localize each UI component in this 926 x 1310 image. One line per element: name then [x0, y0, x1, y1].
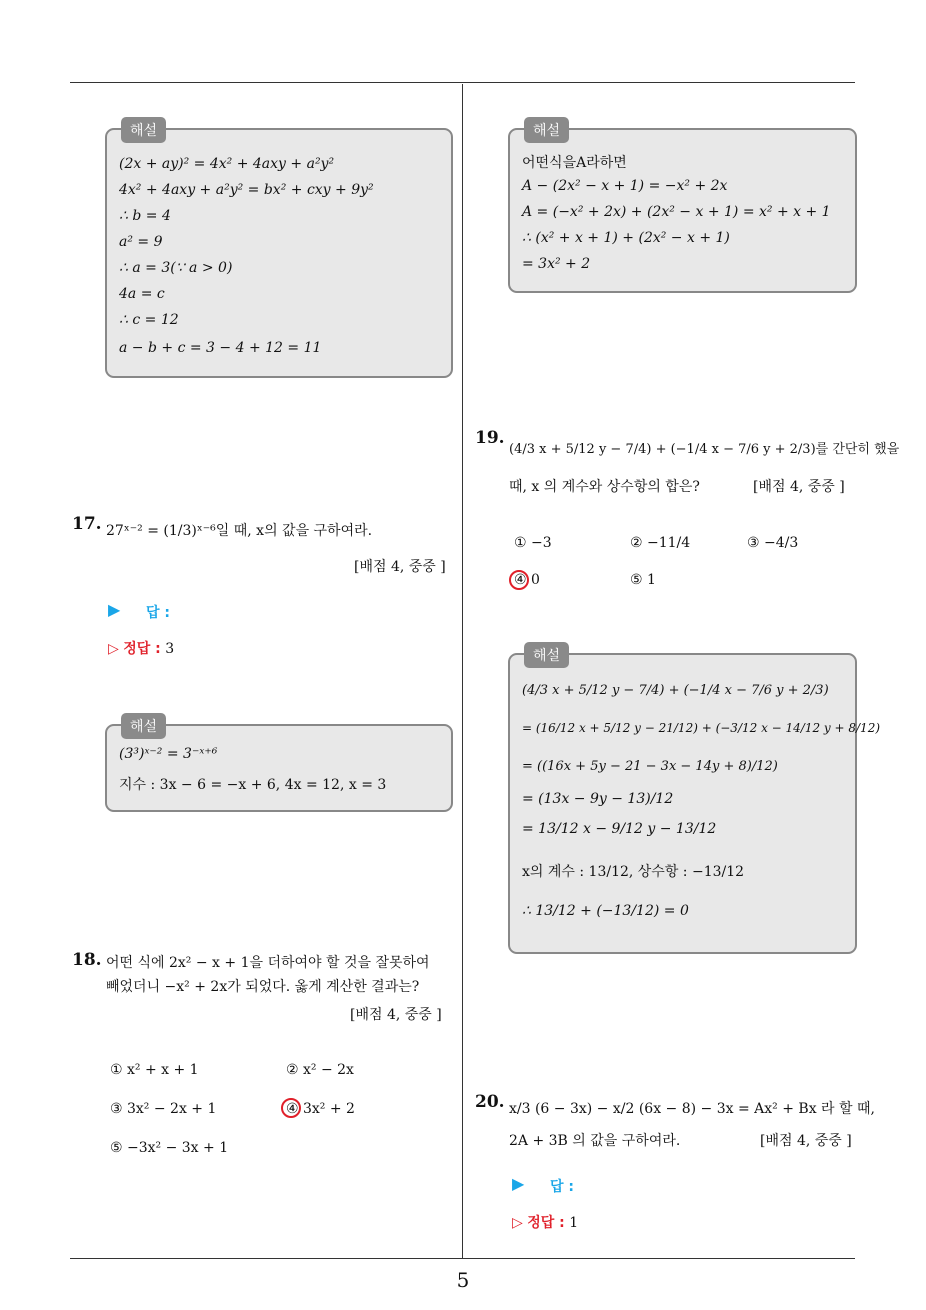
question-20-line1: x/3 (6 − 3x) − x/2 (6x − 8) − 3x = Ax² + Bx 라 할 때,	[509, 1101, 875, 1117]
solution-line: A − (2x² − x + 1) = −x² + 2x	[522, 178, 728, 194]
footer-rule	[70, 1258, 855, 1259]
solution-line: ∴ 13/12 + (−13/12) = 0	[522, 903, 689, 919]
header-rule	[70, 82, 855, 83]
solution-line: (2x + ay)² = 4x² + 4axy + a²y²	[119, 156, 335, 172]
correct-arrow-icon: ▷	[108, 641, 119, 657]
answer-arrow-icon: ▶	[512, 1174, 525, 1193]
question-19-number: 19.	[475, 428, 505, 448]
solution-tag: 해설	[524, 642, 569, 668]
option-1[interactable]: ① −3	[514, 535, 552, 551]
question-18-number: 18.	[72, 950, 102, 970]
option-3[interactable]: ③ −4/3	[747, 535, 799, 551]
solution-line: ∴ c = 12	[119, 312, 179, 328]
correct-value: 1	[569, 1215, 579, 1231]
option-5[interactable]: ⑤ −3x² − 3x + 1	[110, 1140, 229, 1156]
solution-line: a² = 9	[119, 234, 163, 250]
page-number: 5	[456, 1268, 470, 1292]
question-19-line1: (4/3 x + 5/12 y − 7/4) + (−1/4 x − 7/6 y + 2/3)를 간단히 했을	[509, 442, 900, 457]
question-20-line2: 2A + 3B 의 값을 구하여라.	[509, 1133, 681, 1149]
correct-answer-17	[108, 638, 174, 658]
option-2[interactable]: ② −11/4	[630, 535, 691, 551]
correct-answer-20	[512, 1212, 578, 1232]
solution-18-box	[508, 123, 857, 293]
solution-line: ∴ a = 3(∵ a > 0)	[119, 260, 233, 276]
correct-label: 정답 :	[527, 1215, 565, 1231]
answer-arrow-icon: ▶	[108, 600, 121, 619]
solution-line: ∴ b = 4	[119, 208, 171, 224]
solution-tag: 해설	[524, 117, 569, 143]
option-1[interactable]: ① x² + x + 1	[110, 1062, 199, 1078]
solution-line: = ((16x + 5y − 21 − 3x − 14y + 8)/12)	[522, 759, 778, 774]
question-20-meta: [배점 4, 중중 ]	[760, 1133, 852, 1149]
selected-answer-circle-icon	[281, 1098, 301, 1118]
solution-line: (4/3 x + 5/12 y − 7/4) + (−1/4 x − 7/6 y + 2/3)	[522, 683, 829, 698]
option-4[interactable]: ④ 3x² + 2	[286, 1101, 355, 1117]
option-3[interactable]: ③ 3x² − 2x + 1	[110, 1101, 217, 1117]
answer-label: 답 :	[146, 605, 170, 621]
solution-line: = 13/12 x − 9/12 y − 13/12	[522, 821, 717, 837]
solution-line: 어떤식을A라하면	[522, 155, 627, 171]
question-19-line2: 때, x 의 계수와 상수항의 합은?	[509, 479, 700, 495]
correct-label: 정답 :	[123, 641, 161, 657]
question-17-text: 27ˣ⁻² = (1/3)ˣ⁻⁶일 때, x의 값을 구하여라.	[106, 523, 373, 539]
solution-17-box	[105, 719, 453, 812]
question-19-meta: [배점 4, 중중 ]	[753, 479, 845, 495]
solution-tag: 해설	[121, 117, 166, 143]
answer-label: 답 :	[550, 1179, 574, 1195]
correct-value: 3	[165, 641, 175, 657]
solution-line: (3³)ˣ⁻² = 3⁻ˣ⁺⁶	[119, 746, 218, 762]
option-5[interactable]: ⑤ 1	[630, 572, 656, 588]
solution-line: a − b + c = 3 − 4 + 12 = 11	[119, 340, 322, 356]
selected-answer-circle-icon	[509, 570, 529, 590]
solution-line: = (13x − 9y − 13)/12	[522, 791, 674, 807]
question-18-line2: 빼었더니 −x² + 2x가 되었다. 옳게 계산한 결과는?	[106, 979, 420, 995]
option-2[interactable]: ② x² − 2x	[286, 1062, 354, 1078]
solution-line: 4x² + 4axy + a²y² = bx² + cxy + 9y²	[119, 182, 374, 198]
column-divider	[462, 84, 463, 1258]
correct-arrow-icon: ▷	[512, 1215, 523, 1231]
question-18-meta: [배점 4, 중중 ]	[350, 1007, 442, 1023]
solution-line: = 3x² + 2	[522, 256, 591, 272]
solution-16-box	[105, 123, 453, 378]
question-17-number: 17.	[72, 514, 102, 534]
solution-line: 지수 : 3x − 6 = −x + 6, 4x = 12, x = 3	[119, 777, 387, 793]
question-20-number: 20.	[475, 1092, 505, 1112]
solution-line: 4a = c	[119, 286, 165, 302]
solution-line: A = (−x² + 2x) + (2x² − x + 1) = x² + x + 1	[522, 204, 831, 220]
solution-line: = (16/12 x + 5/12 y − 21/12) + (−3/12 x − 14/12 y + 8/12)	[522, 721, 881, 735]
solution-19-box	[508, 648, 881, 954]
solution-tag: 해설	[121, 713, 166, 739]
question-18-line1: 어떤 식에 2x² − x + 1을 더하여야 할 것을 잘못하여	[106, 955, 430, 971]
solution-line: x의 계수 : 13/12, 상수항 : −13/12	[522, 864, 745, 880]
option-4[interactable]: ④ 0	[514, 572, 540, 588]
solution-line: ∴ (x² + x + 1) + (2x² − x + 1)	[522, 230, 730, 246]
question-17-meta: [배점 4, 중중 ]	[354, 559, 446, 575]
